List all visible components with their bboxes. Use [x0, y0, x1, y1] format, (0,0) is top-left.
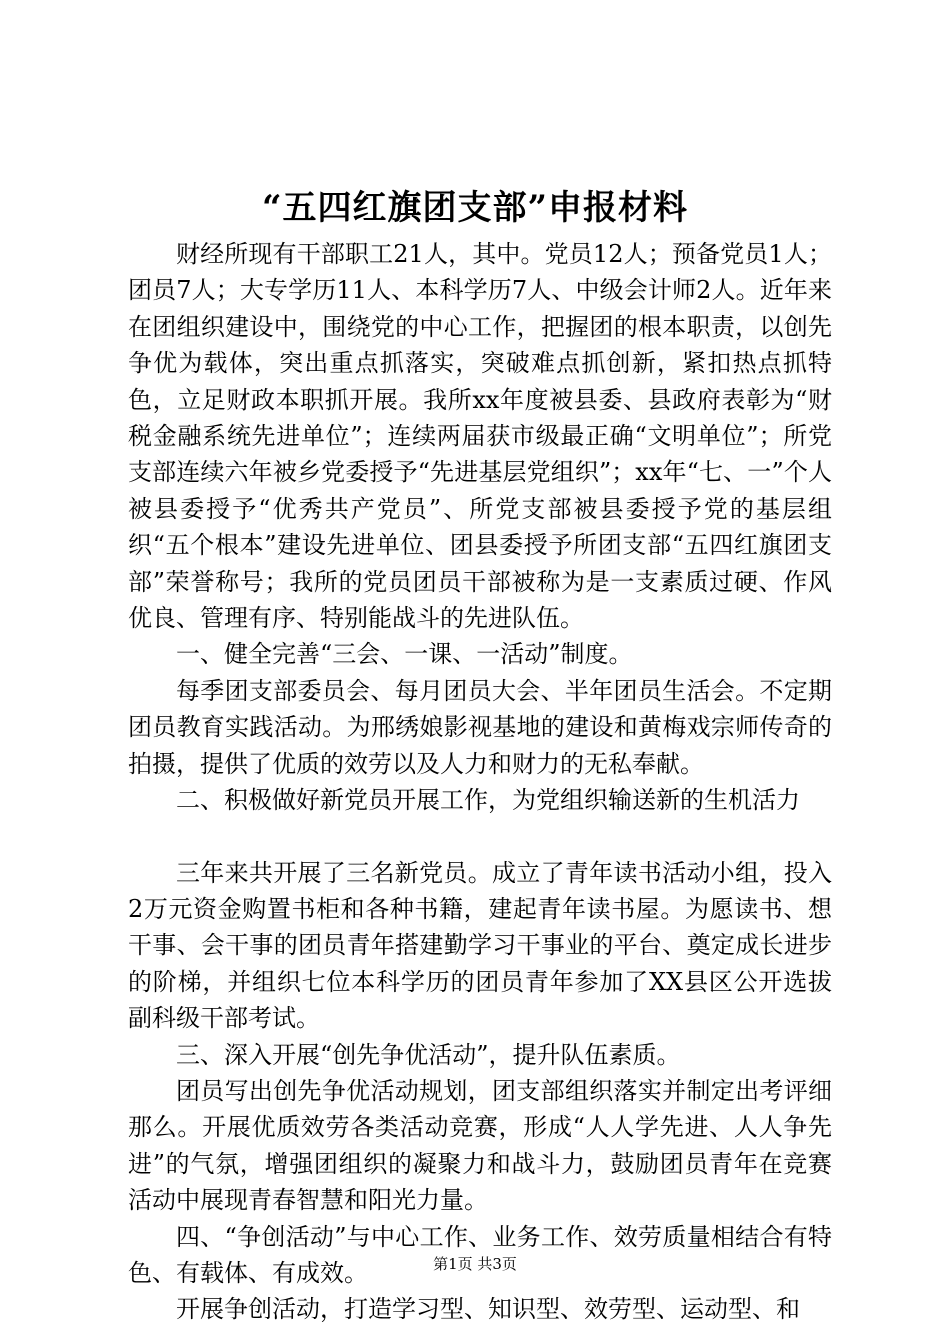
paragraph-section-1: 每季团支部委员会、每月团员大会、半年团员生活会。不定期团员教育实践活动。为邢绣娘影视基地的建设和黄梅戏宗师传奇的拍摄，提供了优质的效劳以及人力和财力的无私奉献。	[128, 676, 832, 778]
paragraph-section-4: 开展争创活动，打造学习型、知识型、效劳型、运动型、和	[176, 1295, 800, 1324]
document-body	[128, 236, 832, 1328]
section-heading-1: 一、健全完善“三会、一课、一活动”制度。	[176, 640, 633, 669]
paragraph-section-2: 三年来共开展了三名新党员。成立了青年读书活动小组，投入2万元资金购置书柜和各种书籍，建起青年读书屋。为愿读书、想干事、会干事的团员青年搭建勤学习干事业的平台、奠定成长进步的阶梯，并组织七位本科学历的团员青年参加了XX县区公开选拔副科级干部考试。	[128, 858, 832, 1033]
section-heading-3: 三、深入开展“创先争优活动”，提升队伍素质。	[176, 1040, 681, 1069]
paragraph-section-3: 团员写出创先争优活动规划，团支部组织落实并制定出考评细那么。开展优质效劳各类活动竞赛，形成“人人学先进、人人争先进”的气氛，增强团组织的凝聚力和战斗力，鼓励团员青年在竞赛活动中展现青春智慧和阳光力量。	[128, 1076, 832, 1215]
section-heading-4: 四、“争创活动”与中心工作、业务工作、效劳质量相结合有特色、有载体、有成效。	[128, 1222, 832, 1287]
section-heading-2: 二、积极做好新党员开展工作，为党组织输送新的生机活力	[176, 786, 800, 815]
document-title: “五四红旗团支部”申报材料	[261, 188, 689, 228]
paragraph-intro: 财经所现有干部职工21人，其中。党员12人；预备党员1人；团员7人；大专学历11人、本科学历7人、中级会计师2人。近年来在团组织建设中，围绕党的中心工作，把握团的根本职责，以创先争优为载体，突出重点抓落实，突破难点抓创新，紧扣热点抓特色，立足财政本职抓开展。我所xx年度被县委、县政府表彰为“财税金融系统先进单位”；连续两届获市级最正确“文明单位”；所党支部连续六年被乡党委授予“先进基层党组织”；xx年“七、一”个人被县委授予“优秀共产党员”、所党支部被县委授予党的基层组织“五个根本”建设先进单位、团县委授予所团支部“五四红旗团支部”荣誉称号；我所的党员团员干部被称为是一支素质过硬、作风优良、管理有序、特别能战斗的先进队伍。	[128, 240, 832, 633]
page-number-footer: 第1页 共3页	[433, 1255, 517, 1273]
